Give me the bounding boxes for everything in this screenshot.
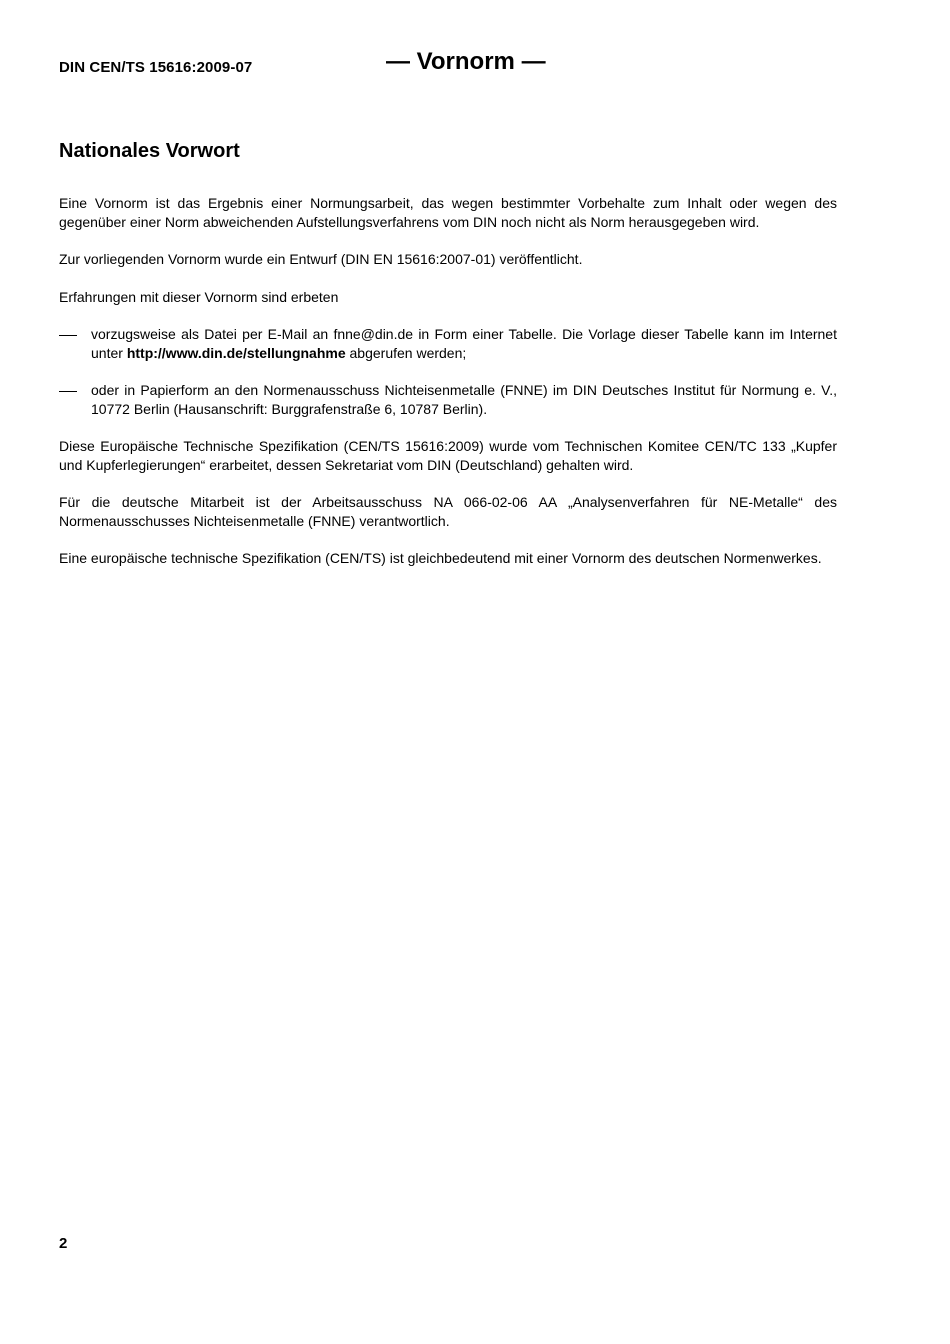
list-item-text: vorzugsweise als Datei per E-Mail an fnne@din.de in Form einer Tabelle. Die Vorlage dieser Tabelle kann im Internet unter xyxy=(91,326,837,361)
list-item xyxy=(59,325,837,362)
paragraph-draft-info: Zur vorliegenden Vornorm wurde ein Entwurf (DIN EN 15616:2007-01) veröffentlicht. xyxy=(59,251,583,267)
main-content xyxy=(59,138,837,587)
paragraph-committee-info: Diese Europäische Technische Spezifikation (CEN/TS 15616:2009) wurde vom Technischen Komitee CEN/TC 133 „Kupfer und Kupferlegierungen“ erarbeitet, dessen Sekretariat vom DIN (Deutschland) gehalten wird. xyxy=(59,438,837,473)
page-number: 2 xyxy=(59,1235,68,1252)
feedback-options-list xyxy=(59,325,837,418)
document-status: — Vornorm — xyxy=(386,48,546,75)
list-item-text: oder in Papierform an den Normenausschuss Nichteisenmetalle (FNNE) im DIN Deutsches Institut für Normung e. V., 10772 Berlin (Hausanschrift: Burggrafenstraße 6, 10787 Berlin). xyxy=(91,382,837,417)
page-header xyxy=(59,48,837,82)
document-identifier: DIN CEN/TS 15616:2009-07 xyxy=(59,59,253,76)
paragraph-cen-ts-equivalence: Eine europäische technische Spezifikation (CEN/TS) ist gleichbedeutend mit einer Vornorm des deutschen Normenwerkes. xyxy=(59,550,822,566)
list-item xyxy=(59,381,837,418)
paragraph-feedback-request: Erfahrungen mit dieser Vornorm sind erbeten xyxy=(59,288,339,305)
paragraph-vornorm-definition: Eine Vornorm ist das Ergebnis einer Normungsarbeit, das wegen bestimmter Vorbehalte zum Inhalt oder wegen des gegenüber einer Norm abweichenden Aufstellungsverfahrens vom DIN noch nicht als Norm herausgegeben wird. xyxy=(59,195,837,230)
paragraph-national-committee: Für die deutsche Mitarbeit ist der Arbeitsausschuss NA 066-02-06 AA „Analysenverfahren für NE-Metalle“ des Normenausschusses Nichteisenmetalle (FNNE) verantwortlich. xyxy=(59,494,837,529)
stellungnahme-link[interactable]: http://www.din.de/stellungnahme xyxy=(126,344,346,361)
section-title: Nationales Vorwort xyxy=(59,140,240,162)
list-item-text-end: abgerufen werden; xyxy=(345,344,467,361)
